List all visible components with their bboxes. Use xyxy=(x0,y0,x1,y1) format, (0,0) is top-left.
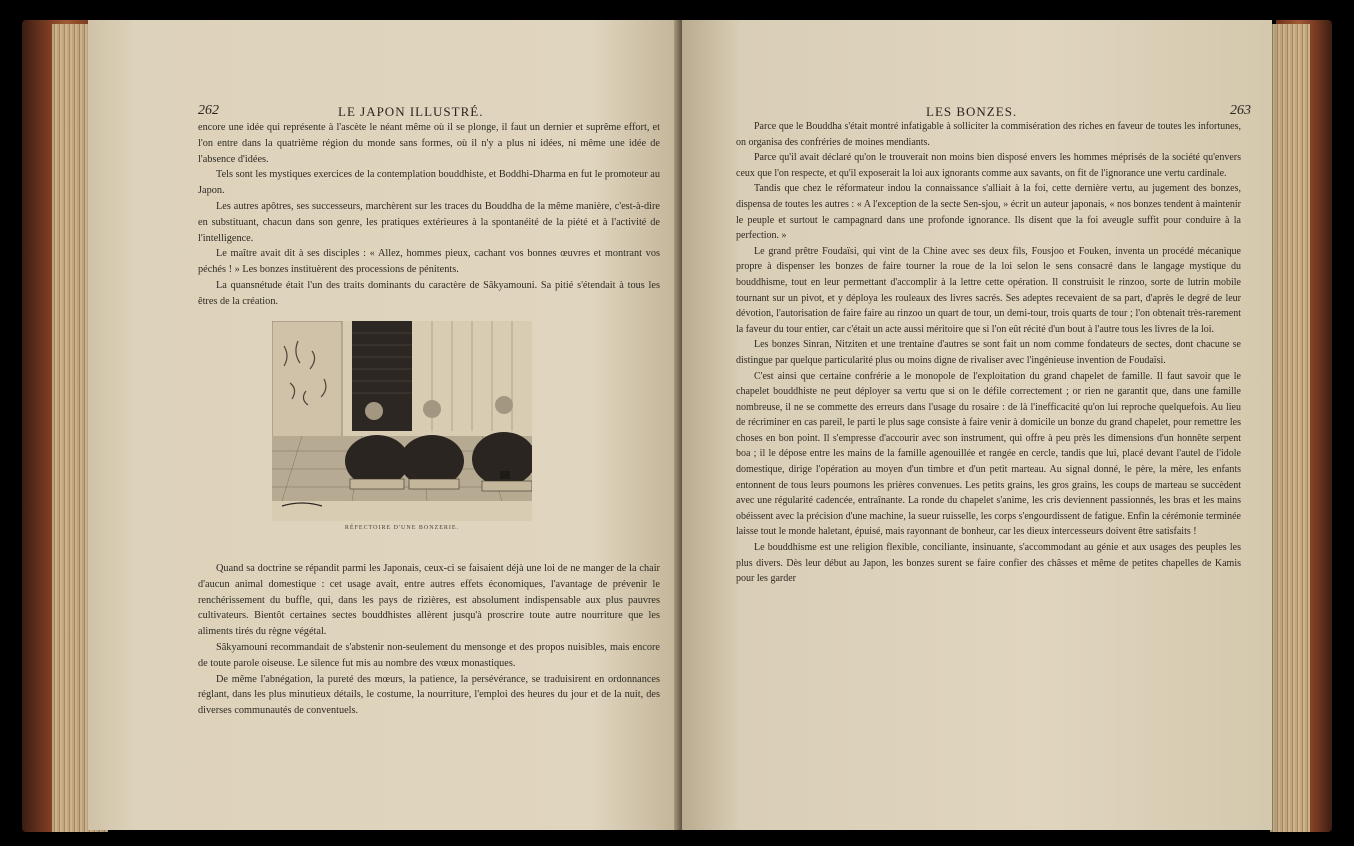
paragraph: Parce que le Bouddha s'était montré infatigable à solliciter la commisération des riches en faveur de toutes les infortunes, on organisa des confréries de moines mendiants. xyxy=(736,121,1241,148)
paragraph: Les bonzes Sinran, Nitziten et une trentaine d'autres se sont fait un nom comme fondateurs de sectes, dont chacune se distingue par quelque particularité plus ou moins digne de rivaliser avec l'ingénieuse invention de Foudaïsi. xyxy=(736,339,1241,366)
left-text-top xyxy=(198,120,660,310)
right-page-edges xyxy=(1270,24,1310,832)
paragraph: Les autres apôtres, ses successeurs, marchèrent sur les traces du Bouddha de la même manière, c'est-à-dire en substituant, chacun dans son genre, les pratiques extérieures à la spontanéité de la piété et à l'activité de l'intelligence. xyxy=(198,200,660,244)
paragraph: encore une idée qui représente à l'ascète le néant même où il se plonge, il faut un dernier et suprême effort, et l'on entre dans la quatrième région du monde sans formes, où il n'y a plus ni idées, ni même une idée de l'absence d'idées. xyxy=(198,122,660,165)
right-page-number: 263 xyxy=(1230,103,1251,118)
right-text xyxy=(736,119,1241,587)
paragraph: Quand sa doctrine se répandit parmi les Japonais, ceux-ci se faisaient déjà une loi de ne manger de la chair d'aucun animal domestique : cet usage avait, entre autres effets économiques, l'avantage de prévenir le renchérissement du buffle, qui, dans les pays de rizières, est absolument indispensable aux plus pauvres cultivateurs. Bientôt certaines sectes bouddhistes allèrent jusqu'à proscrire toute autre nourriture que les aliments tirés du règne végétal. xyxy=(198,563,660,638)
right-page xyxy=(682,20,1272,830)
figure-caption: RÉFECTOIRE D'UNE BONZERIE. xyxy=(344,525,460,531)
paragraph: Tels sont les mystiques exercices de la contemplation bouddhiste, et Boddhi-Dharma en fut le promoteur au Japon. xyxy=(198,169,660,197)
left-text-bottom xyxy=(198,561,660,719)
paragraph: Parce qu'il avait déclaré qu'on le trouverait non moins bien disposé envers les hommes méprisés de la société qu'envers ceux que l'on respecte, et qu'il exposerait la loi aux ignorants comme aux savants, on fit de l'ignorance une vertu cardinale. xyxy=(736,152,1241,179)
paragraph: La quansnétude était l'un des traits dominants du caractère de Sâkyamouni. Sa pitié s'étendait à tous les êtres de la création. xyxy=(198,279,660,307)
left-running-head: LE JAPON ILLUSTRÉ. xyxy=(338,104,484,119)
paragraph: Sâkyamouni recommandait de s'abstenir non-seulement du mensonge et des propos nuisibles, mais encore de toute parole oiseuse. Le silence fut mis au nombre des vœux monastiques. xyxy=(198,641,660,669)
left-page-number: 262 xyxy=(198,103,219,118)
paragraph: De même l'abnégation, la pureté des mœurs, la patience, la persévérance, se traduisirent en ordonnances réglant, dans les plus minutieux détails, le costume, la nourriture, l'emploi des heures du jour et de la nuit, des diverses communautés de conventuels. xyxy=(198,673,660,717)
open-book xyxy=(22,14,1332,834)
monks-refectory-engraving xyxy=(272,321,532,521)
paragraph: Tandis que chez le réformateur indou la connaissance s'alliait à la foi, cette dernière vertu, au jugement des bonzes, dispensa de toutes les autres : « A l'exception de la secte Sen-sjou, » écrit un auteur japonais, « nos bonzes tendent à maintenir le peuple et surtout le campagnard dans une profonde ignorance. Ils disent que la foi aveugle suffit pour conduire à la perfection. » xyxy=(736,183,1241,242)
left-page xyxy=(88,20,680,830)
paragraph: Le maître avait dit à ses disciples : « Allez, hommes pieux, cachant vos bonnes œuvres et montrant vos péchés ! » Les bonzes instituèrent des processions de pénitents. xyxy=(198,248,660,276)
right-running-head: LES BONZES. xyxy=(926,104,1018,119)
paragraph: C'est ainsi que certaine confrérie a le monopole de l'exploitation du grand chapelet de famille. Il faut savoir que le chapelet bouddhiste ne peut déployer sa vertu que si on le défile correctement ; or rien ne garantit que, dans une famille nombreuse, il ne se commette des erreurs dans l'usage du rosaire : de là l'inefficacité qu'on lui reproche quelquefois. Au lieu de récriminer en cas pareil, le parti le plus sage consiste à faire venir à domicile un bonze du grand chapelet, pour remettre les choses en bon point. Il s'empresse d'accourir avec son instrument, qui offre à peu près les dimensions d'un honnête serpent boa ; il le dépose entre les mains de la famille agenouillée et rangée en cercle, tandis que lui, placé devant l'autel de l'idole domestique, dirige l'opération au moyen d'un timbre et d'un petit marteau. Au signal donné, le père, la mère, les enfants entonnent de tous leurs poumons les prières convenues. Les petits grains, les gros grains, les coups de marteau se succèdent avec une régularité cadencée, entraînante. La ronde du chapelet s'anime, les cris deviennent passionnés, les bras et les mains obéissent avec la précision d'une machine, la sueur ruisselle, les corps s'engourdissent de fatigue. Enfin la cérémonie terminée laisse tout le monde haletant, épuisé, mais rayonnant de bonheur, car les dieux intercesseurs doivent être satisfaits ! xyxy=(736,370,1241,538)
paragraph: Le grand prêtre Foudaïsi, qui vint de la Chine avec ses deux fils, Fousjoo et Fouken, inventa un procédé mécanique propre à dispenser les bonzes de faire tourner la roue de la loi selon le sens consacré dans le langage mystique du bouddhisme, tout en leur permettant d'accomplir à la lettre cette opération. Il construisit le rinzoo, sorte de lutrin mobile tournant sur un pivot, et y déploya les rouleaux des livres sacrés. Ses adeptes recevaient de sa part, d'après le degré de leur dévotion, l'autorisation de faire faire au rinzoo un quart de tour, un demi-tour, trois quarts de tour ; l'on obtenait très-rarement la faveur du tour entier, car c'était un acte aussi méritoire que si l'on eût récité d'un bout à l'autre tous les livres de la loi. xyxy=(736,245,1241,335)
paragraph: Le bouddhisme est une religion flexible, conciliante, insinuante, s'accommodant au génie et aux usages des peuples les plus divers. Dès leur début au Japon, les bonzes surent se faire confier des châsses et même de petites chapelles de Kamis pour les garder xyxy=(736,542,1241,585)
